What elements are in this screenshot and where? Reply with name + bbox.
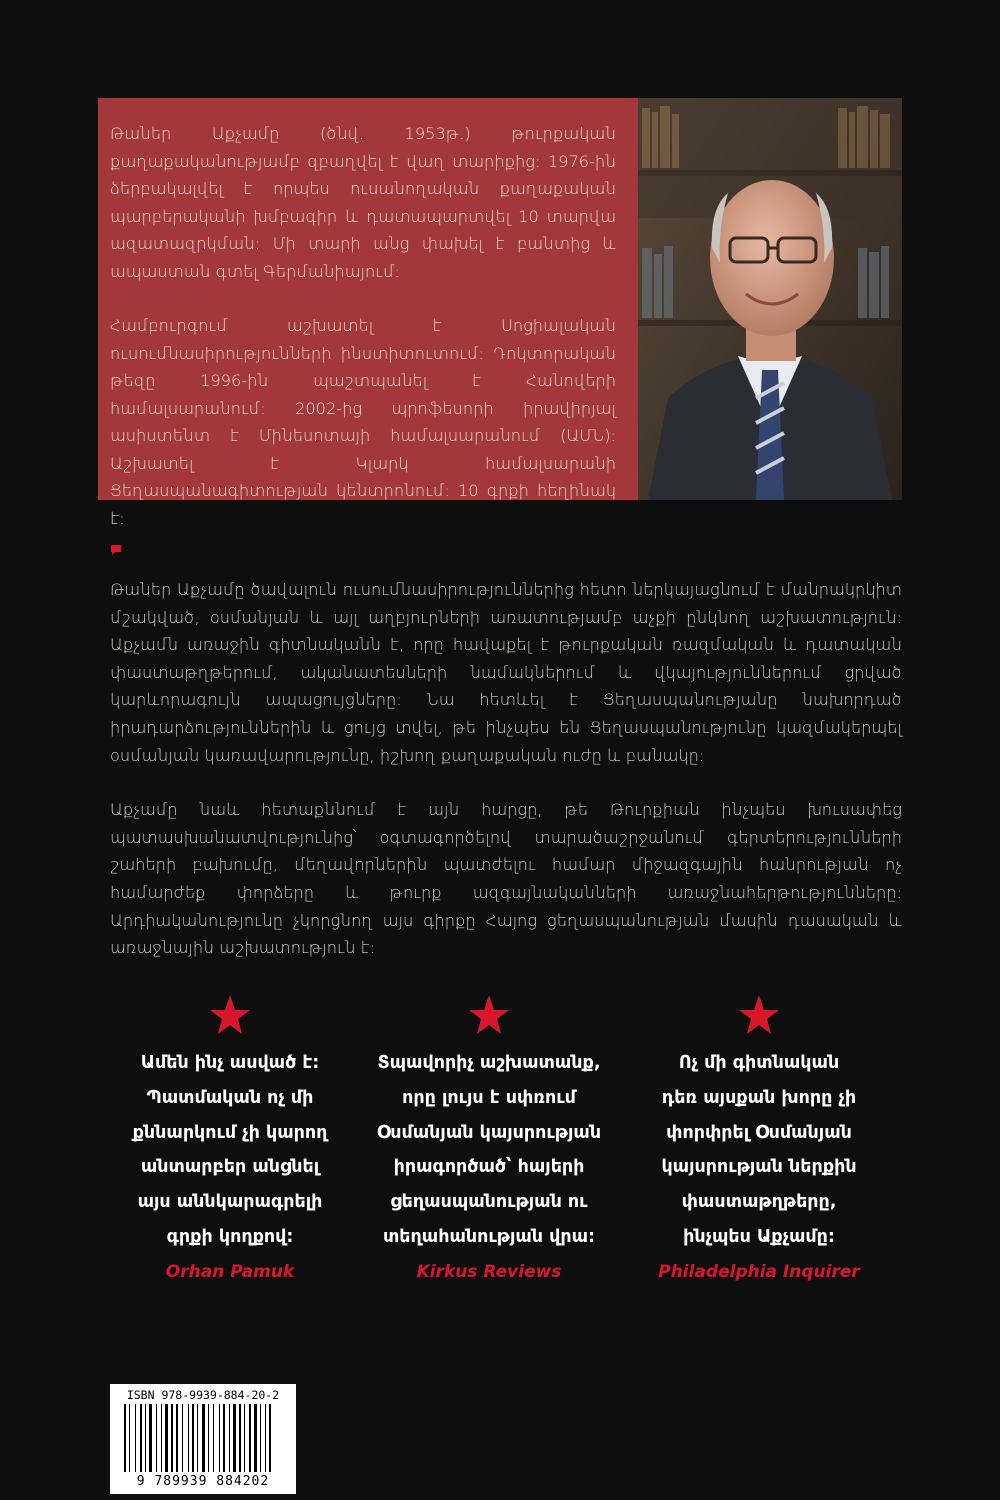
barcode-bar	[129, 1404, 130, 1472]
barcode-bar	[145, 1404, 146, 1472]
barcode-bar	[265, 1404, 266, 1472]
isbn-label: ISBN 978-9939-884-20-2	[126, 1388, 280, 1402]
barcode-bar	[269, 1404, 271, 1472]
quote-text: Ոչ մի գիտնական դեռ այսքան խորը չի փորփրել Օսմանյան կայսրության ներքին փաստաթղթերը, ինչպես Աքչամը:	[661, 1053, 857, 1247]
author-photo	[638, 98, 902, 500]
star-icon	[209, 994, 251, 1036]
barcode-bar	[254, 1404, 257, 1472]
barcode-bar	[260, 1404, 261, 1472]
barcode-bar	[182, 1404, 183, 1472]
barcode-bar	[208, 1404, 209, 1472]
isbn-digits: 9 789939 884202	[136, 1474, 270, 1489]
barcode-bar	[213, 1404, 214, 1472]
author-portrait-illustration	[638, 98, 902, 500]
book-description	[110, 576, 902, 989]
barcode-bar	[197, 1404, 198, 1472]
barcode-bar	[124, 1404, 126, 1472]
barcode-bar	[188, 1404, 189, 1472]
star-icon	[738, 994, 780, 1036]
barcode-bar	[176, 1404, 178, 1472]
barcode-bar	[244, 1404, 245, 1472]
barcode-bar	[156, 1404, 157, 1472]
barcode-bar	[229, 1404, 230, 1472]
quote-author: Orhan Pamuk	[165, 1261, 295, 1282]
barcode-bar	[161, 1404, 162, 1472]
author-bio	[110, 120, 616, 559]
barcode-bar	[171, 1404, 173, 1472]
barcode-bar	[149, 1404, 152, 1472]
bio-paragraph-2: Համբուրգում աշխատել է Սոցիալական ուսումնասիրությունների ինստիտուտում: Դոկտորական թեզը 1996-ին պաշտպանել է Հանովերի համալսարանում: 2002-ից պրոֆեսորի իրավիրյալ ասիստենտ է Մինեսոտայի համալսարանում (ԱՄՆ): Աշխատել է Կլարկ համալսարանի Ցեղասպանագիտության կենտրոնում: 10 գրքի հեղինակ է:	[110, 316, 616, 528]
barcode-bar	[249, 1404, 251, 1472]
quote-author: Kirkus Reviews	[416, 1261, 562, 1282]
bio-paragraph-1: Թաներ Աքչամը (ծնվ. 1953թ.) թուրքական քաղաքականությամբ զբաղվել է վաղ տարիքից: 1976-ին ձերբակալվել է որպես ուսանողական քաղաքական պարբերականի խմբագիր և դատապարտվել 10 տարվա ազատազրկման: Մի տարի անց փախել է բանտից և ապաստան գտել Գերմանիայում:	[110, 124, 616, 281]
quote-author: Philadelphia Inquirer	[658, 1261, 860, 1282]
quote-text: Ամեն ինչ ասված է: Պատմական ոչ մի քննարկում չի կարող անտարբեր անցնել այս աննկարագրելի գրքի կողքով:	[132, 1053, 328, 1247]
description-paragraph-2: Աքչամը նաև հետաքննում է այն հարցը, թե Թուրքիան ինչպես խուսափեց պատասխանատվությունից՝ օգտագործելով տարածաշրջանում գերտերությունների շահերի բախումը, մեղավորներին պատժելու համար միջազգային հանրության ոչ համարժեք փորձերը և թուրք ազգայնականների առաջնահերթությունները: Արդիականությունը չկորցնող այս գիրքը Հայոց ցեղասպանության մասին դասական և առաջնային աշխատություն է:	[110, 800, 902, 958]
barcode-bar	[233, 1404, 236, 1472]
review-quote-2	[358, 994, 620, 1289]
barcode-bar	[239, 1404, 241, 1472]
barcode-bar	[223, 1404, 225, 1472]
isbn-barcode	[110, 1384, 296, 1494]
review-quote-3	[628, 994, 890, 1289]
barcode-bar	[192, 1404, 194, 1472]
barcode-bar	[140, 1404, 142, 1472]
description-paragraph-1: Թաներ Աքչամը ծավալուն ուսումնասիրություններից հետո ներկայացնում է մանրակրկիտ մշակված, օսմանյան և այլ աղբյուրների առատությամբ աչքի ընկնող աշխատություն: Աքչամն առաջին գիտնականն է, որը հավաքել է թուրքական ռազմական և դատական փաստաթղթերում, ականատեսների նամակներում և վկայություններում ցրված կարևորագույն ապացույցները: Նա հետևել է Ցեղասպանությանը նախորդած իրադարձություններին և ցույց տվել, թե ինչպես են Ցեղասպանությունը կազմակերպել օսմանյան կառավարությունը, իշխող քաղաքական ուժը և բանակը:	[110, 580, 902, 765]
barcode-bar	[202, 1404, 205, 1472]
quote-text: Տպավորիչ աշխատանք, որը լույս է սփռում Օսմանյան կայսրության իրագործած՝ հայերի ցեղասպանության ու տեղահանության վրա:	[376, 1053, 602, 1247]
star-icon	[468, 994, 510, 1036]
barcode-bar	[135, 1404, 136, 1472]
speech-mark-icon	[111, 545, 121, 555]
barcode-bar	[165, 1404, 168, 1472]
review-quote-1	[99, 994, 361, 1289]
barcode-bar	[219, 1404, 220, 1472]
